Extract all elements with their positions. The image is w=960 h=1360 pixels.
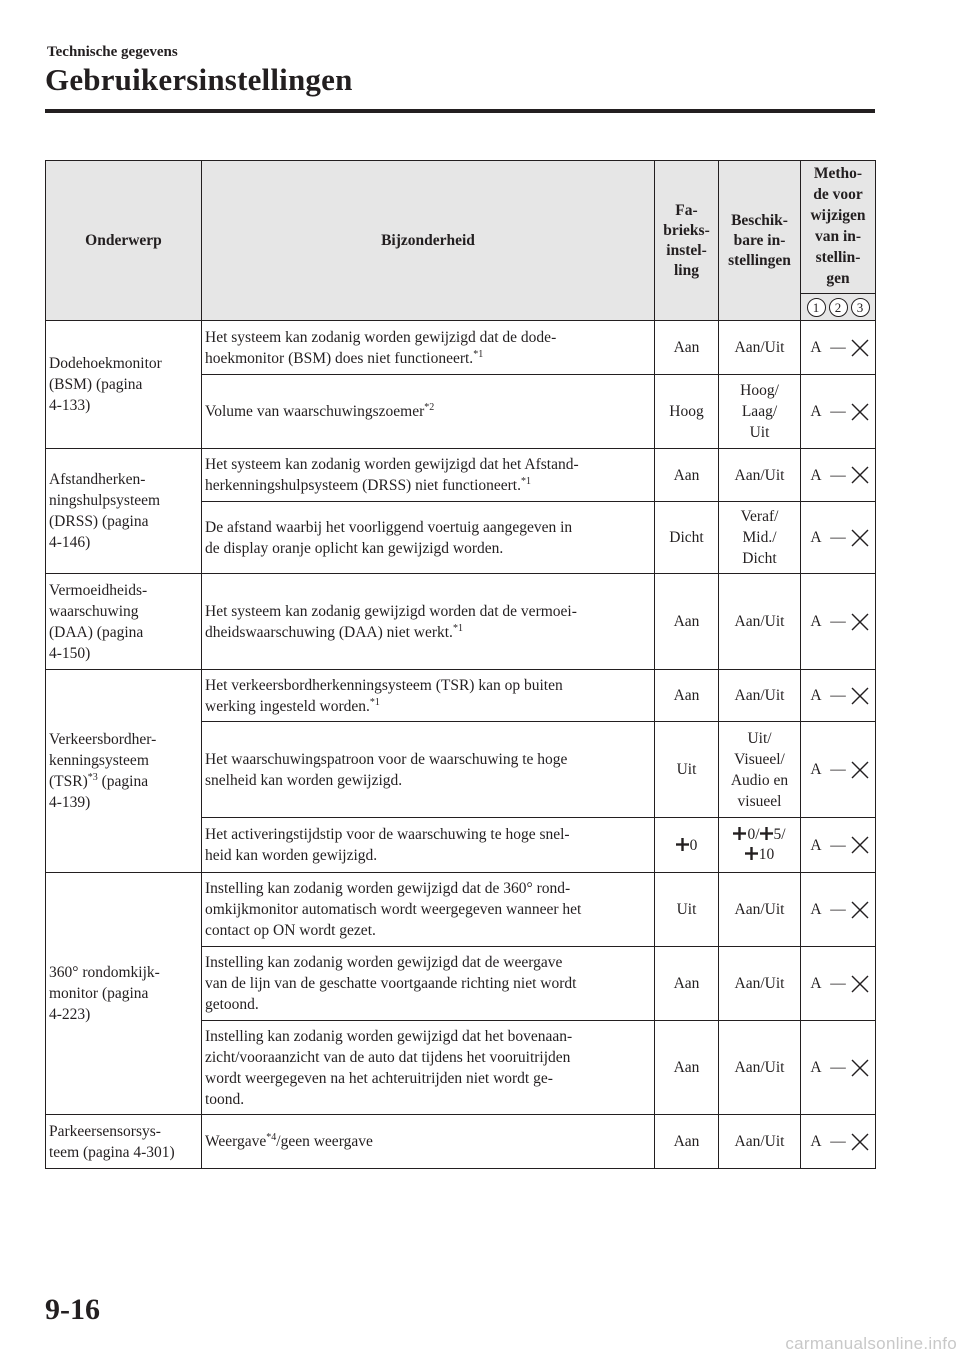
- detail-text: Volume van waarschuwingszoemer: [205, 403, 425, 420]
- topic-cell: 360° rondomkijk- monitor (pagina 4-223): [46, 873, 202, 1115]
- topic-cell: Vermoeidheids- waarschuwing (DAA) (pagina 4-150): [46, 574, 202, 670]
- method-cell: [801, 722, 876, 818]
- method-a: A: [810, 339, 822, 356]
- footnote-marker: *1: [452, 622, 463, 634]
- cross-icon: [849, 759, 871, 781]
- page-title: Gebruikersinstellingen: [45, 62, 353, 97]
- method-dash: —: [830, 529, 846, 546]
- method-a: A: [810, 529, 822, 546]
- table-row: [46, 670, 876, 722]
- method-a: A: [810, 403, 822, 420]
- table-header-row: [46, 161, 876, 321]
- page-number: 9-16: [45, 1293, 100, 1326]
- plus-icon: [745, 847, 758, 860]
- available-cell: [719, 818, 801, 873]
- topic-text-tail: (pagina 4-139): [49, 773, 149, 811]
- table-row: [46, 449, 876, 502]
- cross-icon: [849, 973, 871, 995]
- method-dash: —: [830, 975, 846, 992]
- available-cell: Uit/ Visueel/ Audio en visueel: [719, 722, 801, 818]
- method-cell: [801, 321, 876, 375]
- available-value-c: 10: [758, 846, 775, 863]
- method-dash: —: [830, 761, 846, 778]
- method-dash: —: [830, 403, 846, 420]
- table-row: [46, 873, 876, 947]
- detail-cell: [202, 321, 655, 375]
- topic-cell: [46, 670, 202, 873]
- method-cell: [801, 1021, 876, 1115]
- plus-icon: [733, 827, 746, 840]
- method-a: A: [810, 613, 822, 630]
- available-cell: Aan/Uit: [719, 574, 801, 670]
- method-dash: —: [830, 1133, 846, 1150]
- method-a: A: [810, 761, 822, 778]
- footnote-marker: *2: [424, 401, 435, 413]
- method-a: A: [810, 1133, 822, 1150]
- available-cell: Aan/Uit: [719, 1115, 801, 1169]
- table-row: [46, 1115, 876, 1169]
- available-value-a: 0/: [747, 826, 760, 843]
- method-dash: —: [830, 466, 846, 484]
- factory-cell: Aan: [655, 574, 719, 670]
- cross-icon: [849, 685, 871, 707]
- cross-icon: [849, 464, 871, 486]
- method-cell: [801, 873, 876, 947]
- cross-icon: [849, 899, 871, 921]
- detail-cell: [202, 670, 655, 722]
- method-dash: —: [830, 836, 846, 854]
- detail-text: Het systeem kan zodanig worden gewijzigd dat het Afstand- herkenningshulpsysteem (DRSS) niet functioneert.: [205, 456, 579, 494]
- method-number-2: 2: [829, 298, 848, 317]
- factory-cell: Hoog: [655, 375, 719, 449]
- detail-text: Het verkeersbordherkenningsysteem (TSR) kan op buiten werking ingesteld worden.: [205, 676, 563, 715]
- method-dash: —: [830, 1059, 846, 1076]
- col-bijzonderheid: Bijzonderheid: [202, 161, 655, 321]
- table-row: [46, 321, 876, 375]
- settings-table: [45, 160, 876, 1169]
- col-onderwerp: Onderwerp: [46, 161, 202, 321]
- detail-cell: [202, 574, 655, 670]
- topic-cell: Dodehoekmonitor (BSM) (pagina 4-133): [46, 321, 202, 449]
- factory-cell: [655, 818, 719, 873]
- available-cell: Aan/Uit: [719, 449, 801, 502]
- detail-text-tail: /geen weergave: [276, 1133, 373, 1150]
- method-cell: [801, 818, 876, 873]
- col-methode: [801, 161, 876, 321]
- topic-cell: Afstandherken- ningshulpsysteem (DRSS) (pagina 4-146): [46, 449, 202, 574]
- available-cell: Aan/Uit: [719, 321, 801, 375]
- method-dash: —: [830, 339, 846, 356]
- detail-cell: [202, 1115, 655, 1169]
- available-cell: Hoog/ Laag/ Uit: [719, 375, 801, 449]
- method-dash: —: [830, 687, 846, 704]
- method-a: A: [810, 975, 822, 992]
- detail-cell: Instelling kan zodanig worden gewijzigd dat de 360° rond- omkijkmonitor automatisch wordt weergegeven wanneer het contact op ON wordt gezet.: [202, 873, 655, 947]
- footnote-marker: *1: [369, 696, 380, 708]
- factory-cell: Aan: [655, 1115, 719, 1169]
- method-cell: [801, 1115, 876, 1169]
- factory-value: 0: [689, 836, 698, 854]
- available-cell: Aan/Uit: [719, 1021, 801, 1115]
- factory-cell: Dicht: [655, 502, 719, 574]
- cross-icon: [849, 401, 871, 423]
- method-number-3: 3: [851, 298, 870, 317]
- method-a: A: [810, 836, 822, 854]
- cross-icon: [849, 527, 871, 549]
- method-cell: [801, 502, 876, 574]
- footnote-marker: *1: [473, 348, 484, 360]
- method-dash: —: [830, 901, 846, 918]
- method-a: A: [810, 1059, 822, 1076]
- detail-text: Weergave: [205, 1133, 267, 1150]
- col-methode-label: Metho- de voor wijzigen van in- stellin- gen: [810, 165, 866, 287]
- section-header: Technische gegevens: [47, 44, 178, 60]
- footnote-marker: *3: [87, 771, 98, 783]
- available-value-b: 5/: [773, 826, 786, 843]
- factory-cell: Uit: [655, 722, 719, 818]
- detail-cell: Instelling kan zodanig worden gewijzigd dat de weergave van de lijn van de geschatte voortgaande richting niet wordt getoond.: [202, 947, 655, 1021]
- factory-cell: Aan: [655, 1021, 719, 1115]
- topic-cell: Parkeersensorsys- teem (pagina 4-301): [46, 1115, 202, 1169]
- detail-cell: Instelling kan zodanig worden gewijzigd dat het bovenaan- zicht/vooraanzicht van de auto dat tijdens het vooruitrijden wordt weergegeven na het achteruitrijden niet wordt ge- toond.: [202, 1021, 655, 1115]
- cross-icon: [849, 1057, 871, 1079]
- method-cell: [801, 375, 876, 449]
- cross-icon: [849, 834, 871, 856]
- factory-cell: Uit: [655, 873, 719, 947]
- plus-icon: [676, 838, 689, 851]
- detail-cell: Het activeringstijdstip voor de waarschuwing te hoge snel- heid kan worden gewijzigd.: [202, 818, 655, 873]
- footnote-marker: *4: [266, 1131, 277, 1143]
- method-number-1: 1: [807, 298, 826, 317]
- available-cell: Aan/Uit: [719, 670, 801, 722]
- watermark: carmanualsonline.info: [785, 1334, 957, 1353]
- method-cell: [801, 574, 876, 670]
- method-a: A: [810, 687, 822, 704]
- factory-cell: Aan: [655, 449, 719, 502]
- available-cell: Veraf/ Mid./ Dicht: [719, 502, 801, 574]
- method-cell: [801, 947, 876, 1021]
- plus-icon: [760, 827, 773, 840]
- method-cell: [801, 670, 876, 722]
- detail-text: Het systeem kan zodanig worden gewijzigd dat de dode- hoekmonitor (BSM) does niet functioneert.: [205, 328, 557, 367]
- detail-cell: Het waarschuwingspatroon voor de waarschuwing te hoge snelheid kan worden gewijzigd.: [202, 722, 655, 818]
- available-cell: Aan/Uit: [719, 947, 801, 1021]
- method-a: A: [810, 466, 822, 484]
- method-cell: [801, 449, 876, 502]
- topic-text: Verkeersbordher- kenningsysteem (TSR): [49, 731, 157, 790]
- table-row: [46, 574, 876, 670]
- footnote-marker: *1: [520, 475, 531, 487]
- cross-icon: [849, 1131, 871, 1153]
- title-rule: [45, 109, 875, 113]
- available-cell: Aan/Uit: [719, 873, 801, 947]
- cross-icon: [849, 611, 871, 633]
- factory-cell: Aan: [655, 321, 719, 375]
- factory-cell: Aan: [655, 670, 719, 722]
- method-dash: —: [830, 613, 846, 630]
- col-fabrieksinstelling: Fa- brieks- instel- ling: [655, 161, 719, 321]
- method-a: A: [810, 901, 822, 918]
- detail-cell: [202, 375, 655, 449]
- detail-text: Het systeem kan zodanig gewijzigd worden dat de vermoei- dheidswaarschuwing (DAA) niet werkt.: [205, 602, 577, 641]
- col-beschikbare-instellingen: Beschik- bare in- stellingen: [719, 161, 801, 321]
- detail-cell: [202, 449, 655, 502]
- cross-icon: [849, 337, 871, 359]
- factory-cell: Aan: [655, 947, 719, 1021]
- method-numbers: [801, 293, 875, 320]
- detail-cell: De afstand waarbij het voorliggend voertuig aangegeven in de display oranje oplicht kan gewijzigd worden.: [202, 502, 655, 574]
